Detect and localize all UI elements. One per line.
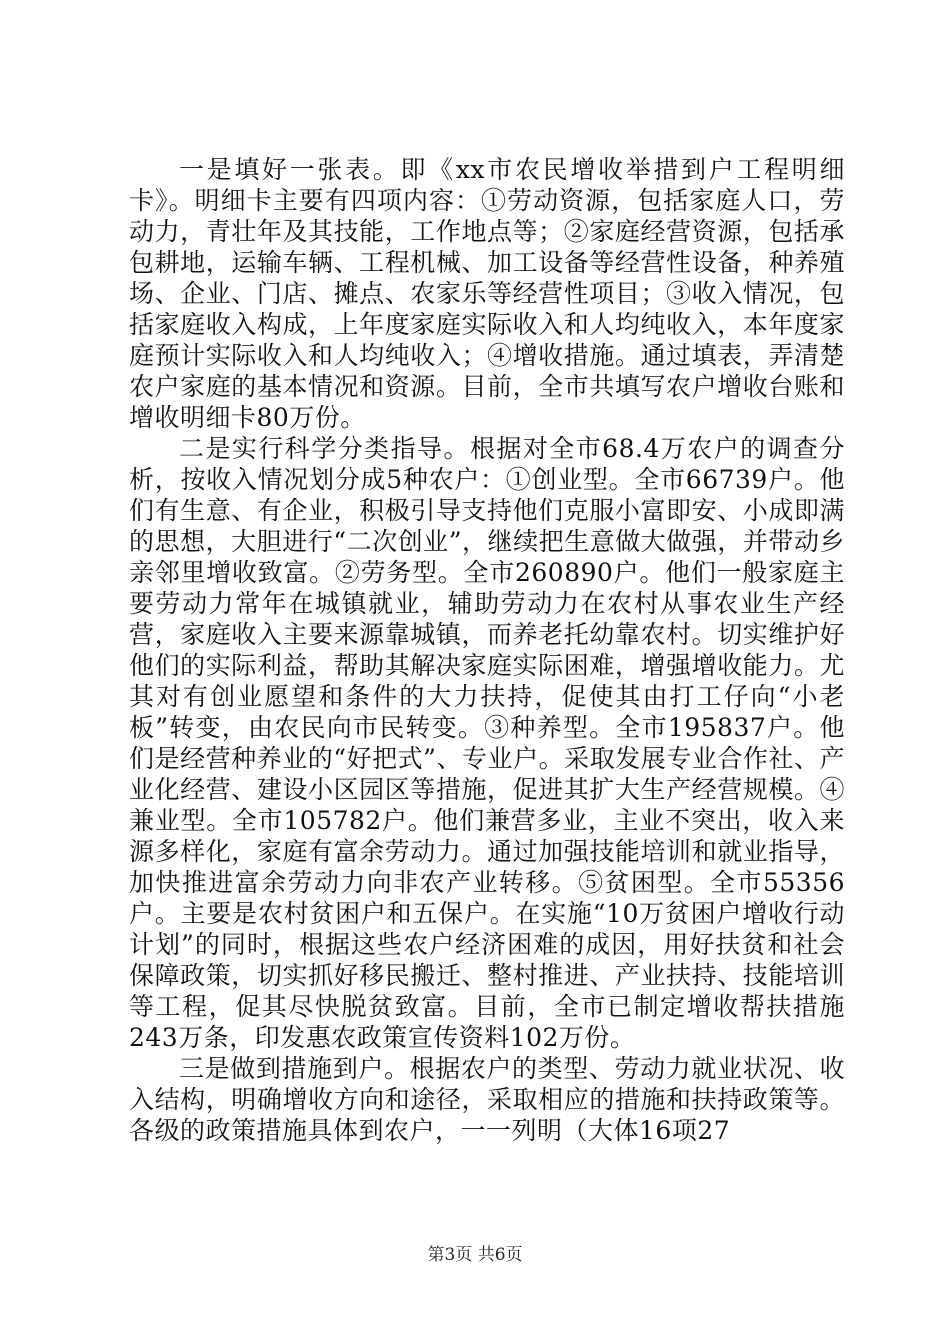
paragraph-fill-form: 一是填好一张表。即《xx市农民增收举措到户工程明细卡》。明细卡主要有四项内容：①劳动资源，包括家庭人口，劳动力，青壮年及其技能，工作地点等；②家庭经营资源，包括承包耕地，运输车辆、工程机械、加工设备等经营性设备，种养殖场、企业、门店、摊点、农家乐等经营性项目；③收入情况，包括家庭收入构成，上年度家庭实际收入和人均纯收入，本年度家庭预计实际收入和人均纯收入；④增收措施。通过填表，弄清楚农户家庭的基本情况和资源。目前，全市共填写农户增收台账和增收明细卡80万份。 bbox=[129, 155, 845, 432]
paragraph-classification: 二是实行科学分类指导。根据对全市68.4万农户的调查分析，按收入情况划分成5种农户：①创业型。全市66739户。他们有生意、有企业，积极引导支持他们克服小富即安、小成即满的思想，大胆进行“二次创业”，继续把生意做大做强，并带动乡亲邻里增收致富。②劳务型。全市260890户。他们一般家庭主要劳动力常年在城镇就业，辅助劳动力在农村从事农业生产经营，家庭收入主要来源靠城镇，而养老托幼靠农村。切实维护好他们的实际利益，帮助其解决家庭实际困难，增强增收能力。尤其对有创业愿望和条件的大力扶持，促使其由打工仔向“小老板”转变，由农民向市民转变。③种养型。全市195837户。他们是经营种养业的“好把式”、专业户。采取发展专业合作社、产业化经营、建设小区园区等措施，促进其扩大生产经营规模。④兼业型。全市105782户。他们兼营多业，主业不突出，收入来源多样化，家庭有富余劳动力。通过加强技能培训和就业指导，加快推进富余劳动力向非农产业转移。⑤贫困型。全市55356户。主要是农村贫困户和五保户。在实施“10万贫困户增收行动计划”的同时，根据这些农户经济困难的成因，用好扶贫和社会保障政策，切实抓好移民搬迁、整村推进、产业扶持、技能培训等工程，促其尽快脱贫致富。目前，全市已制定增收帮扶措施243万条，印发惠农政策宣传资料102万份。 bbox=[129, 434, 845, 1052]
page-footer: 第3页 共6页 bbox=[427, 1245, 523, 1265]
paragraph-measures: 三是做到措施到户。根据农户的类型、劳动力就业状况、收入结构，明确增收方向和途径，采取相应的措施和扶持政策等。各级的政策措施具体到农户，一一列明（大体16项27 bbox=[129, 1054, 845, 1145]
body-text bbox=[129, 154, 845, 1146]
